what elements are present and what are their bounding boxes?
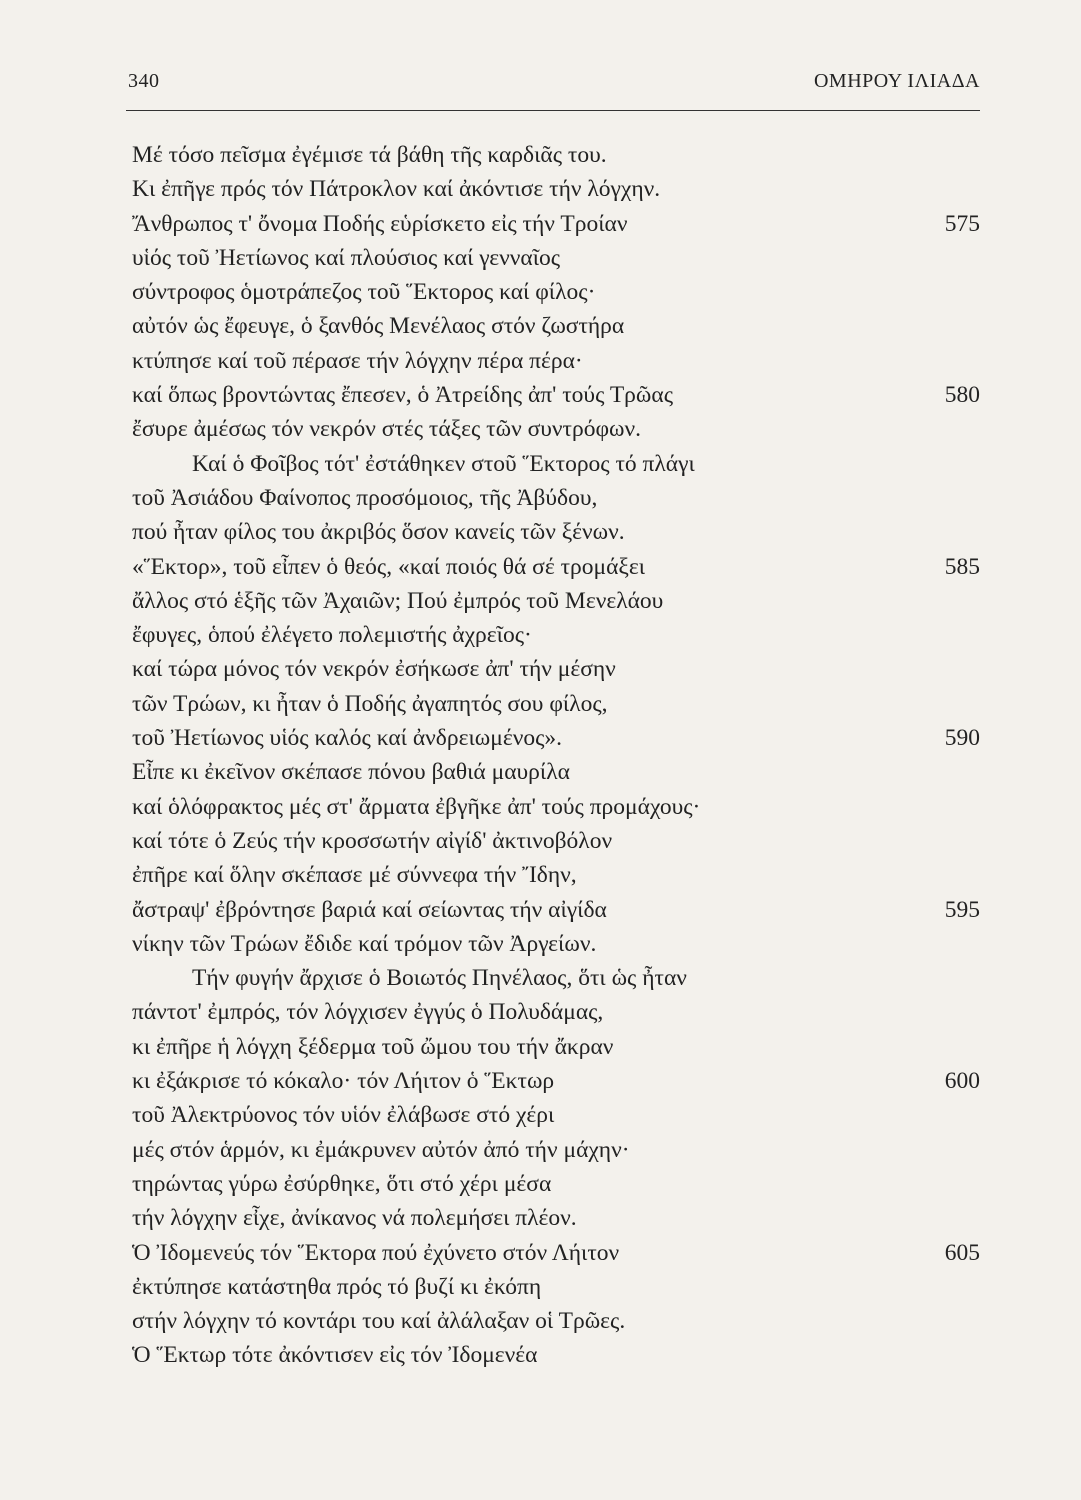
verse-line <box>132 584 984 618</box>
running-head <box>128 70 980 100</box>
verse-text: τήν λόγχην εἶχε, ἀνίκανος νά πολεμήσει πλέον. <box>132 1205 577 1232</box>
verse-text: πάντοτ' ἐμπρός, τόν λόγχισεν ἐγγύς ὁ Πολυδάμας, <box>132 999 604 1026</box>
line-number: 585 <box>944 553 980 580</box>
verse-line <box>132 652 984 686</box>
verse-text: «Ἕκτορ», τοῦ εἶπεν ὁ θεός, «καί ποιός θά σέ τρομάξει <box>132 553 646 580</box>
verse-line <box>132 515 984 549</box>
verse-text: καί ὁλόφρακτος μές στ' ἄρματα ἐβγῆκε ἀπ' τούς προμάχους· <box>132 793 701 820</box>
verse-line <box>132 275 984 309</box>
line-number: 590 <box>944 725 980 752</box>
verse-line <box>132 858 984 892</box>
verse-line <box>132 309 984 343</box>
verse-line <box>132 790 984 824</box>
verse-text: τοῦ Ἠετίωνος υἱός καλός καί ἀνδρειωμένος». <box>132 725 563 752</box>
verse-text: κι ἐξάκρισε τό κόκαλο· τόν Λήιτον ὁ Ἕκτωρ <box>132 1068 555 1095</box>
verse-line <box>132 618 984 652</box>
verse-text: τοῦ Ἀλεκτρύονος τόν υἱόν ἐλάβωσε στό χέρι <box>132 1102 555 1129</box>
verse-text: Ὁ Ἰδομενεύς τόν Ἕκτορα πού ἐχύνετο στόν Λήιτον <box>132 1239 620 1266</box>
verse-text: Κι ἐπῆγε πρός τόν Πάτροκλον καί ἀκόντισε τήν λόγχην. <box>132 176 661 203</box>
verse-line <box>132 1167 984 1201</box>
verse-line <box>132 927 984 961</box>
verse-line <box>132 378 984 412</box>
header-rule <box>126 110 980 111</box>
verse-line <box>132 995 984 1029</box>
verse-text: καί τώρα μόνος τόν νεκρόν ἐσήκωσε ἀπ' τήν μέσην <box>132 656 616 683</box>
verse-text: τῶν Τρώων, κι ἦταν ὁ Ποδής ἀγαπητός σου φίλος, <box>132 690 608 717</box>
page-number: 340 <box>128 70 160 92</box>
verse-text: ἄλλος στό ἑξῆς τῶν Ἀχαιῶν; Πού ἐμπρός τοῦ Μενελάου <box>132 587 664 614</box>
verse-line <box>132 412 984 446</box>
verse-text: αὐτόν ὡς ἔφευγε, ὁ ξανθός Μενέλαος στόν ζωστήρα <box>132 313 625 340</box>
line-number: 575 <box>944 210 980 237</box>
verse-line <box>132 824 984 858</box>
line-number: 580 <box>944 382 980 409</box>
verse-line <box>132 755 984 789</box>
verse-text: τηρώντας γύρω ἐσύρθηκε, ὅτι στό χέρι μέσα <box>132 1170 552 1197</box>
verse-text: υἱός τοῦ Ἠετίωνος καί πλούσιος καί γενναῖος <box>132 244 561 271</box>
line-number: 605 <box>944 1239 980 1266</box>
verse-text: σύντροφος ὁμοτράπεζος τοῦ Ἕκτορος καί φίλος· <box>132 279 596 306</box>
verse-line <box>132 1030 984 1064</box>
verse-text: ἄστραψ' ἐβρόντησε βαριά καί σείωντας τήν αἰγίδα <box>132 896 607 923</box>
verse-text: κι ἐπῆρε ἡ λόγχη ξέδερμα τοῦ ὤμου του τήν ἄκραν <box>132 1033 614 1060</box>
verse-text: τοῦ Ἀσιάδου Φαίνοπος προσόμοιος, τῆς Ἀβύδου, <box>132 484 598 511</box>
verse-line <box>132 893 984 927</box>
verse-line <box>132 1201 984 1235</box>
verse-line <box>132 961 984 995</box>
verse-line <box>132 1098 984 1132</box>
verse-line <box>132 241 984 275</box>
verse-line <box>132 207 984 241</box>
verse-line <box>132 550 984 584</box>
verse-text: καί ὅπως βροντώντας ἔπεσεν, ὁ Ἀτρείδης ἀπ' τούς Τρῶας <box>132 382 673 409</box>
verse-line <box>132 447 984 481</box>
verse-block <box>132 138 984 1373</box>
verse-line <box>132 687 984 721</box>
verse-text: Μέ τόσο πεῖσμα ἐγέμισε τά βάθη τῆς καρδιᾶς του. <box>132 142 607 168</box>
verse-line <box>132 1064 984 1098</box>
verse-text: Καί ὁ Φοῖβος τότ' ἐστάθηκεν στοῦ Ἕκτορος τό πλάγι <box>192 450 695 477</box>
verse-text: Τήν φυγήν ἄρχισε ὁ Βοιωτός Πηνέλαος, ὅτι ὡς ἦταν <box>192 965 687 992</box>
verse-line <box>132 344 984 378</box>
verse-line <box>132 1133 984 1167</box>
verse-text: κτύπησε καί τοῦ πέρασε τήν λόγχην πέρα πέρα· <box>132 347 583 374</box>
verse-text: νίκην τῶν Τρώων ἔδιδε καί τρόμον τῶν Ἀργείων. <box>132 930 597 957</box>
verse-line <box>132 1236 984 1270</box>
verse-text: ἔφυγες, ὁπού ἐλέγετο πολεμιστής ἀχρεῖος· <box>132 622 532 649</box>
verse-line <box>132 1304 984 1338</box>
verse-line <box>132 481 984 515</box>
book-title: ΟΜΗΡΟΥ ΙΛΙΑΔΑ <box>813 70 980 92</box>
verse-line <box>132 1270 984 1304</box>
verse-text: καί τότε ὁ Ζεύς τήν κροσσωτήν αἰγίδ' ἀκτινοβόλον <box>132 827 613 854</box>
verse-text: Ἄνθρωπος τ' ὄνομα Ποδής εὑρίσκετο εἰς τήν Τροίαν <box>132 210 628 237</box>
verse-line <box>132 138 984 172</box>
verse-text: πού ἦταν φίλος του ἀκριβός ὅσον κανείς τῶν ξένων. <box>132 519 625 546</box>
verse-text: ἐκτύπησε κατάστηθα πρός τό βυζί κι ἐκόπη <box>132 1273 542 1300</box>
verse-text: στήν λόγχην τό κοντάρι του καί ἀλάλαξαν οἱ Τρῶες. <box>132 1308 626 1335</box>
line-number: 600 <box>944 1068 980 1095</box>
verse-line <box>132 1338 984 1372</box>
verse-text: μές στόν ἁρμόν, κι ἐμάκρυνεν αὐτόν ἀπό τήν μάχην· <box>132 1136 630 1163</box>
verse-line <box>132 172 984 206</box>
verse-line <box>132 721 984 755</box>
verse-text: ἔσυρε ἀμέσως τόν νεκρόν στές τάξες τῶν συντρόφων. <box>132 416 641 443</box>
line-number: 595 <box>944 896 980 923</box>
verse-text: Εἶπε κι ἐκεῖνον σκέπασε πόνου βαθιά μαυρίλα <box>132 759 570 786</box>
verse-text: ἐπῆρε καί ὅλην σκέπασε μέ σύννεφα τήν Ἴδην, <box>132 862 577 889</box>
verse-text: Ὁ Ἕκτωρ τότε ἀκόντισεν εἰς τόν Ἰδομενέα <box>132 1342 538 1369</box>
